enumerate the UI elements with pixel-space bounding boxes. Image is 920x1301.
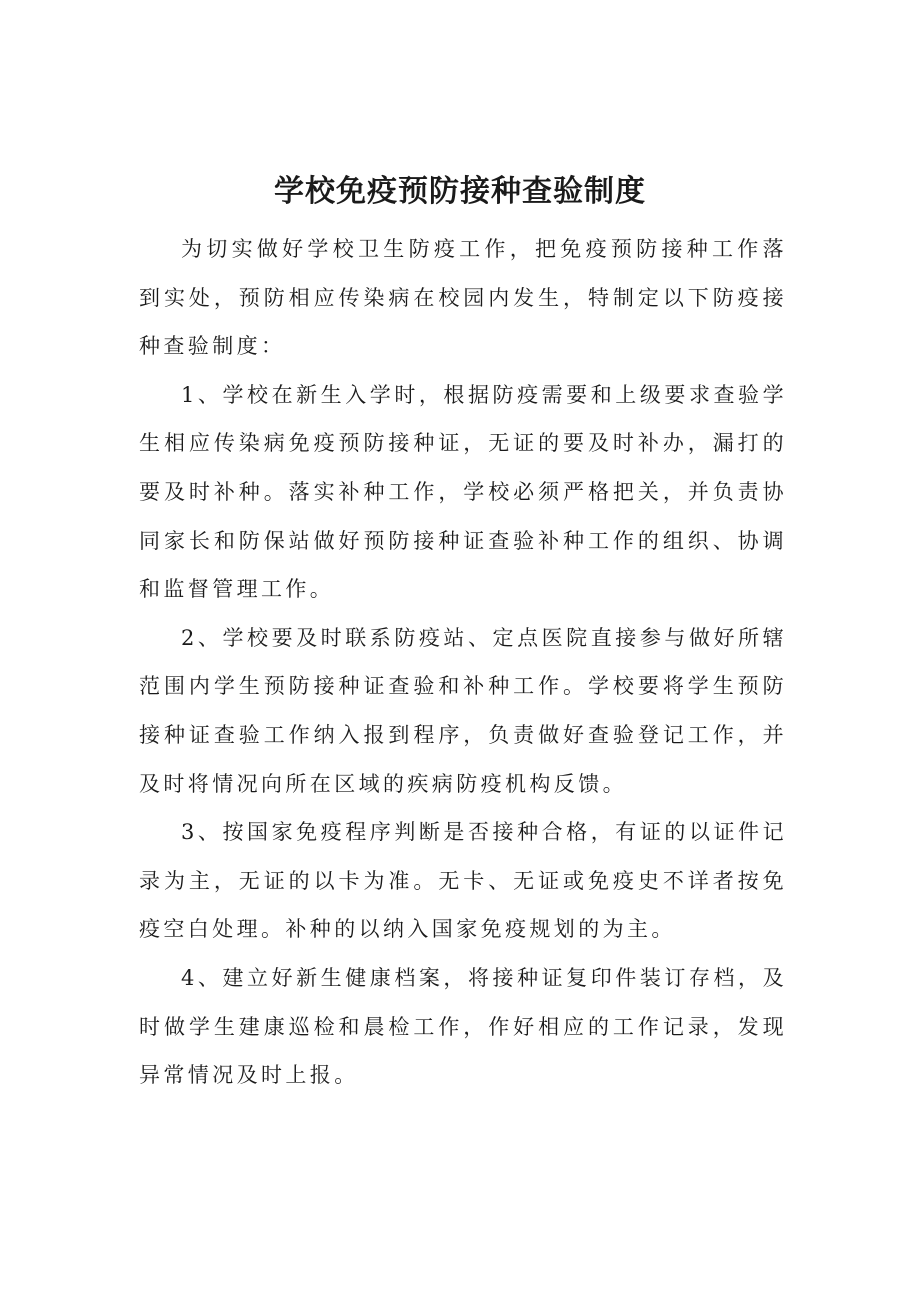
rule-paragraph-1: 1、学校在新生入学时，根据防疫需要和上级要求查验学生相应传染病免疫预防接种证，无证的要及时补办，漏打的要及时补种。落实补种工作，学校必须严格把关，并负责协同家长和防保站做好预防接种证查验补种工作的组织、协调和监督管理工作。 xyxy=(139,382,787,602)
document-body xyxy=(139,225,787,1100)
rule-paragraph-2: 2、学校要及时联系防疫站、定点医院直接参与做好所辖范围内学生预防接种证查验和补种工作。学校要将学生预防接种证查验工作纳入报到程序，负责做好查验登记工作，并及时将情况向所在区域的疾病防疫机构反馈。 xyxy=(139,625,787,796)
intro-paragraph: 为切实做好学校卫生防疫工作，把免疫预防接种工作落到实处，预防相应传染病在校园内发生，特制定以下防疫接种查验制度： xyxy=(139,237,787,359)
rule-paragraph-4: 4、建立好新生健康档案，将接种证复印件装订存档，及时做学生建康巡检和晨检工作，作好相应的工作记录，发现异常情况及时上报。 xyxy=(139,965,787,1088)
rule-paragraph-3: 3、按国家免疫程序判断是否接种合格，有证的以证件记录为主，无证的以卡为准。无卡、无证或免疫史不详者按免疫空白处理。补种的以纳入国家免疫规划的为主。 xyxy=(139,820,787,942)
document-title: 学校免疫预防接种查验制度 xyxy=(274,174,646,210)
